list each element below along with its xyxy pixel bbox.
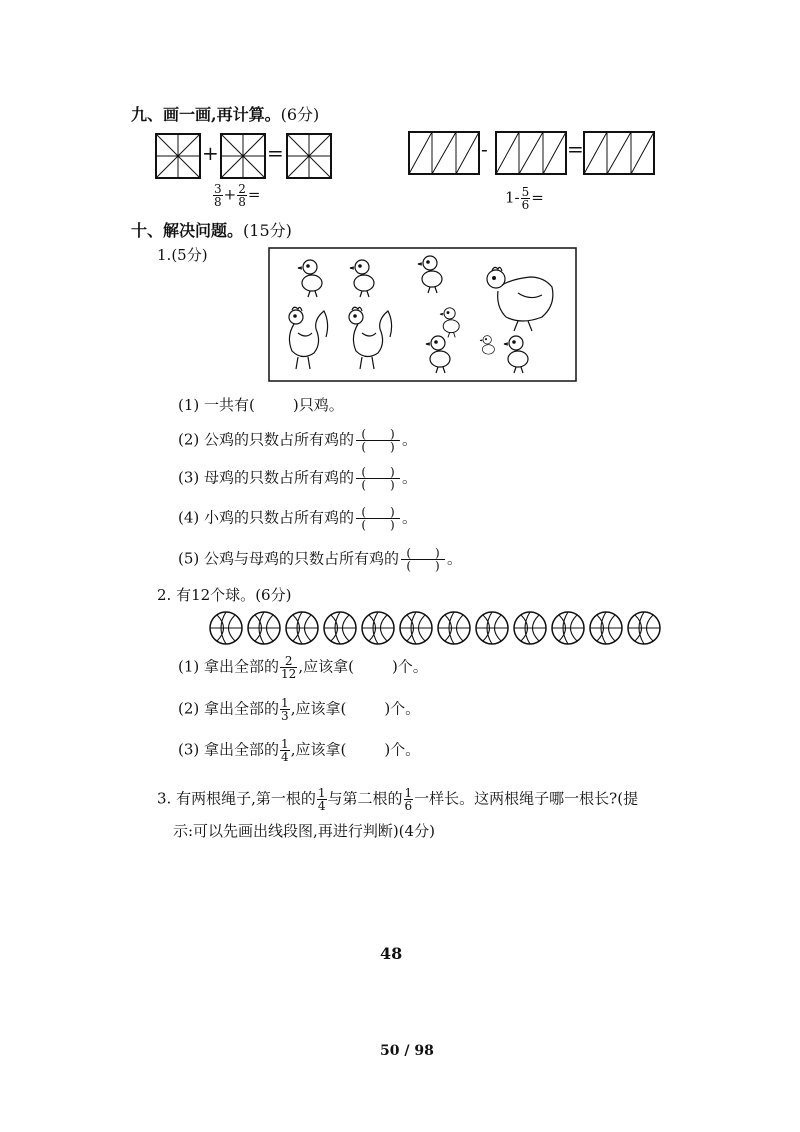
chick-icon — [418, 256, 442, 293]
ball-icon — [476, 612, 508, 644]
fraction-1-4: $\frac{1}{4}$ — [281, 737, 289, 764]
fraction-eighths-drawing — [155, 133, 335, 179]
q1-item-5: (5) 公鸡与母鸡的只数占所有鸡的 ( ) ( ) 。 — [178, 546, 463, 573]
fraction-answer-box[interactable]: ( ) ( ) — [356, 466, 400, 491]
chicken-picture — [268, 247, 578, 383]
ball-icon — [362, 612, 394, 644]
ball-icon — [552, 612, 584, 644]
equation-sixths — [505, 186, 544, 211]
rect-sixths-2 — [496, 132, 566, 174]
fraction-1-3: $\frac{1}{3}$ — [281, 696, 289, 723]
plus-sign: + — [202, 141, 219, 165]
fraction-1-4-b: $\frac{1}{4}$ — [317, 786, 326, 813]
q2-label: 2. 有12个球。(6分) — [157, 586, 292, 604]
ball-icon — [590, 612, 622, 644]
section-9-title — [131, 102, 319, 125]
equals-sign-1: = — [267, 141, 284, 165]
q2-item-3: (3) 拿出全部的 $\frac{1}{4}$ ,应该拿( )个。 — [178, 737, 421, 764]
ball-icon — [400, 612, 432, 644]
q2-item-2: (2) 拿出全部的 $\frac{1}{3}$ ,应该拿( )个。 — [178, 696, 421, 723]
op-equals: = — [247, 185, 261, 204]
minus-sign: - — [481, 137, 488, 161]
fraction-answer-box[interactable]: ( ) ( ) — [356, 428, 400, 453]
ball-icon — [324, 612, 356, 644]
chick-icon — [350, 260, 374, 297]
rooster-icon — [289, 307, 328, 369]
q2-item-1: (1) 拿出全部的 $\frac{2}{12}$ ,应该拿( )个。 — [178, 654, 428, 681]
fraction-sixths-drawing — [408, 131, 668, 177]
section-9-points: (6分) — [280, 105, 320, 124]
fraction-2-8: $\frac{2}{8}$ — [238, 182, 246, 209]
chick-icon — [480, 336, 494, 355]
equals-sign-2: = — [567, 137, 584, 161]
chick-icon — [426, 336, 450, 373]
chick-icon — [440, 308, 459, 338]
square-eighths-2 — [221, 134, 265, 178]
ball-icon — [248, 612, 280, 644]
square-eighths-3 — [287, 134, 331, 178]
ball-icon — [514, 612, 546, 644]
rect-sixths-3 — [584, 132, 654, 174]
q3-line-2: 示:可以先画出线段图,再进行判断)(4分) — [173, 822, 435, 840]
q1-item-4: (4) 小鸡的只数占所有鸡的 ( ) ( ) 。 — [178, 505, 418, 532]
q1-item-2: (2) 公鸡的只数占所有鸡的 ( ) ( ) 。 — [178, 427, 418, 454]
fraction-5-6: $\frac{5}{6}$ — [521, 185, 530, 212]
fraction-2-12: $\frac{2}{12}$ — [281, 654, 297, 681]
section-10-points: (15分) — [243, 221, 292, 240]
page-counter: 50 / 98 — [380, 1043, 434, 1059]
fraction-answer-box[interactable]: ( ) ( ) — [401, 547, 445, 572]
ball-icon — [628, 612, 660, 644]
equation-eighths — [212, 183, 260, 208]
q3-line-1: 3. 有两根绳子,第一根的 $\frac{1}{4}$ 与第二根的 $\frac{1}{6}$ 一样长。这两根绳子哪一根长?(提 — [157, 786, 639, 813]
chick-icon — [504, 336, 528, 373]
picture-frame — [269, 248, 576, 381]
op-minus: - — [514, 188, 520, 207]
q1-item-1: (1) 一共有( )只鸡。 — [178, 396, 344, 414]
chick-icon — [298, 260, 322, 297]
balls-row — [208, 610, 668, 646]
ball-icon — [438, 612, 470, 644]
page-number: 48 — [380, 944, 403, 963]
rect-sixths-1 — [409, 132, 479, 174]
section-9-title-text: 九、画一画,再计算。 — [131, 105, 281, 124]
fraction-3-8: $\frac{3}{8}$ — [214, 182, 222, 209]
ball-icon — [210, 612, 242, 644]
q1-label: 1.(5分) — [157, 246, 208, 264]
op-equals-2: = — [531, 188, 544, 207]
whole-one: 1 — [505, 188, 515, 207]
fraction-answer-box[interactable]: ( ) ( ) — [356, 506, 400, 531]
fraction-1-6: $\frac{1}{6}$ — [404, 786, 413, 813]
op-plus: + — [223, 185, 237, 204]
q1-item-3: (3) 母鸡的只数占所有鸡的 ( ) ( ) 。 — [178, 465, 418, 492]
section-10-title-text: 十、解决问题。 — [131, 221, 244, 240]
ball-icon — [286, 612, 318, 644]
square-eighths-1 — [156, 134, 200, 178]
section-10-title — [131, 218, 292, 241]
rooster-icon — [349, 307, 392, 369]
hen-icon — [487, 267, 553, 331]
